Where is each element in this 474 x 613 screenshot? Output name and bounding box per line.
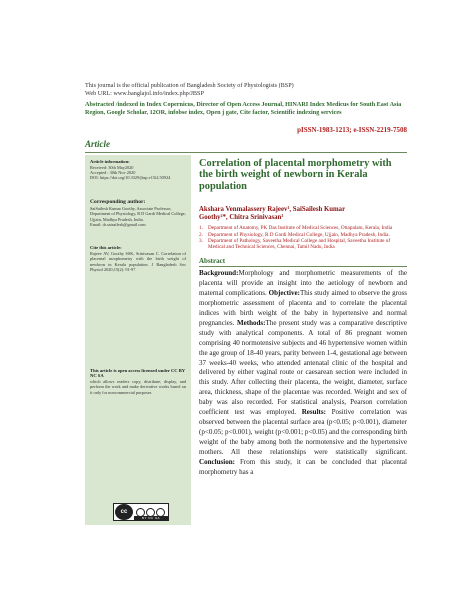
abstract-heading: Abstract xyxy=(199,257,226,266)
indexing-statement: Abstracted /indexed in Index Copernicus, Director of Open Access Journal, HINARI Index Medicus for South East Asia Region, Google Scholar, 12OR, infobse index, Open j gate, Cite factor, Scientific indexing services xyxy=(85,101,402,117)
affiliation-item: 1. Department of Anatomy, PK Das Institute of Medical Sciences, Ottapalam, Kerala, India xyxy=(199,225,393,232)
open-access-block xyxy=(90,368,186,395)
article-info-sidebar xyxy=(85,155,191,525)
affiliation-item: 3. Department of Pathology, Saveetha Medical College and Hospital, Saveetha Institute of Medical and Technical Sciences, Chennai, Tamil Nadu, India xyxy=(199,237,391,251)
authors-line-1: Akshara Venmalassery Rajeev¹, SaiSailesh Kumar xyxy=(199,206,346,214)
header-divider xyxy=(85,152,407,153)
background-label: Background: xyxy=(199,269,239,278)
objective-text: This study aimed to observe the gross morphometric assessment of placenta and to correlate the placental indices with birth weight of the baby in hypertensive and normal pregnancies. xyxy=(199,289,407,327)
journal-url-line: Web URL: www.banglajol.info/index.php/JBSP xyxy=(85,90,204,97)
cc-license-badge[interactable] xyxy=(113,503,169,521)
authors-line-2: Goothy²*, Chitra Srinivasan³ xyxy=(199,214,284,222)
received-date: Received: 30th May2020 xyxy=(90,164,134,170)
methods-text: The present study was a comparative descriptive study with analytical components. A total of 86 pregnant women comprising 40 normotensive subjects and 46 hypertensive women within the age group of 18-40 years, parity between 1-4, gestational age between 37 weeks-40 weeks, who attended antenatal clinic of the hospital and delivered by either vaginal route or caesarean section were included in this study. After collecting their placenta, the weight, diameter, surface area, thickness, shape of the placentae was recorded. Weight and sex of baby was also recorded. For statistical analysis, Pearson correlation coefficient test was employed. xyxy=(199,318,408,417)
article-info-heading: Article information: xyxy=(90,159,130,164)
journal-publication-line: This journal is the official publication of Bangladesh Society of Physiologists (BSP) xyxy=(85,82,294,89)
cc-terms-label: BY NC SA xyxy=(134,516,168,520)
abstract-divider xyxy=(199,266,407,267)
author-list xyxy=(199,206,407,222)
objective-label: Objective: xyxy=(268,289,300,298)
article-information-block xyxy=(90,159,186,181)
cite-heading: Cite this article: xyxy=(90,245,122,251)
citation-block xyxy=(90,245,186,272)
corresponding-author-email[interactable]: Email: dr.saisailesh@gmail.com xyxy=(90,222,146,228)
background-text: Morphology and morphometric measurements of the placenta will provide an insight into the aetiology of newborn and maternal complications. xyxy=(199,269,407,298)
accepted-date: Accepted : 30th Nov 2020 xyxy=(90,170,136,175)
cite-text: Rajeev AV, Goothy SSK, Srinivasan C. Correlation of placental morphometry with the birth weight of newborn in Kerala population. J Bangladesh Soc Physiol 2020;15(2): 91-97 xyxy=(90,251,186,273)
affiliation-list xyxy=(199,225,407,250)
article-main-column xyxy=(199,158,407,477)
conclusion-text: From this study, it can be concluded that placental morphometry has a xyxy=(199,457,407,476)
article-type-label: Article xyxy=(85,139,110,149)
conclusion-label: Conclusion: xyxy=(199,457,236,466)
results-label: Results: xyxy=(301,408,326,417)
abstract-body xyxy=(199,269,407,477)
affiliation-item: 2. Department of Physiology, R D Gardi Medical College, Ujjain, Madhya Pradesh, India. xyxy=(199,231,390,238)
corresponding-author-heading: Corresponding author: xyxy=(90,198,146,205)
results-text: Positive correlation was observed between the placental surface area (p<0.05; p<0.001), diameter (p<0.05; p<0.001), weight (p<0.001; p<0.05) and the corresponding birth weight of the baby among both the normotensive and the hypertensive mothers. All these relationships were statistically significant. xyxy=(199,408,407,456)
open-access-text: which allows readers copy, distribute, display, and perform the work and make derivative works based on it only for noncommercial purposes. xyxy=(90,378,186,395)
corresponding-author-text: SaiSailesh Kumar Goothy, Associate Professor, Department of Physiology, R D Gardi Medical College, Ujjain, Madhya Pradesh, India. xyxy=(90,205,186,222)
cc-logo-icon: cc xyxy=(115,504,133,520)
issn-line: pISSN-1983-1213; e-ISSN-2219-7508 xyxy=(297,126,407,134)
open-access-heading: This article is open access licensed under CC BY NC SA xyxy=(90,367,185,379)
article-title: Correlation of placental morphometry with the birth weight of newborn in Kerala population xyxy=(199,158,392,192)
methods-label: Methods: xyxy=(236,318,266,327)
corresponding-author-block xyxy=(90,199,186,228)
journal-header xyxy=(85,82,407,98)
doi-link[interactable]: DOI: https://doi.org/10.3329/jbsp.v15i2.50924 xyxy=(90,175,171,181)
